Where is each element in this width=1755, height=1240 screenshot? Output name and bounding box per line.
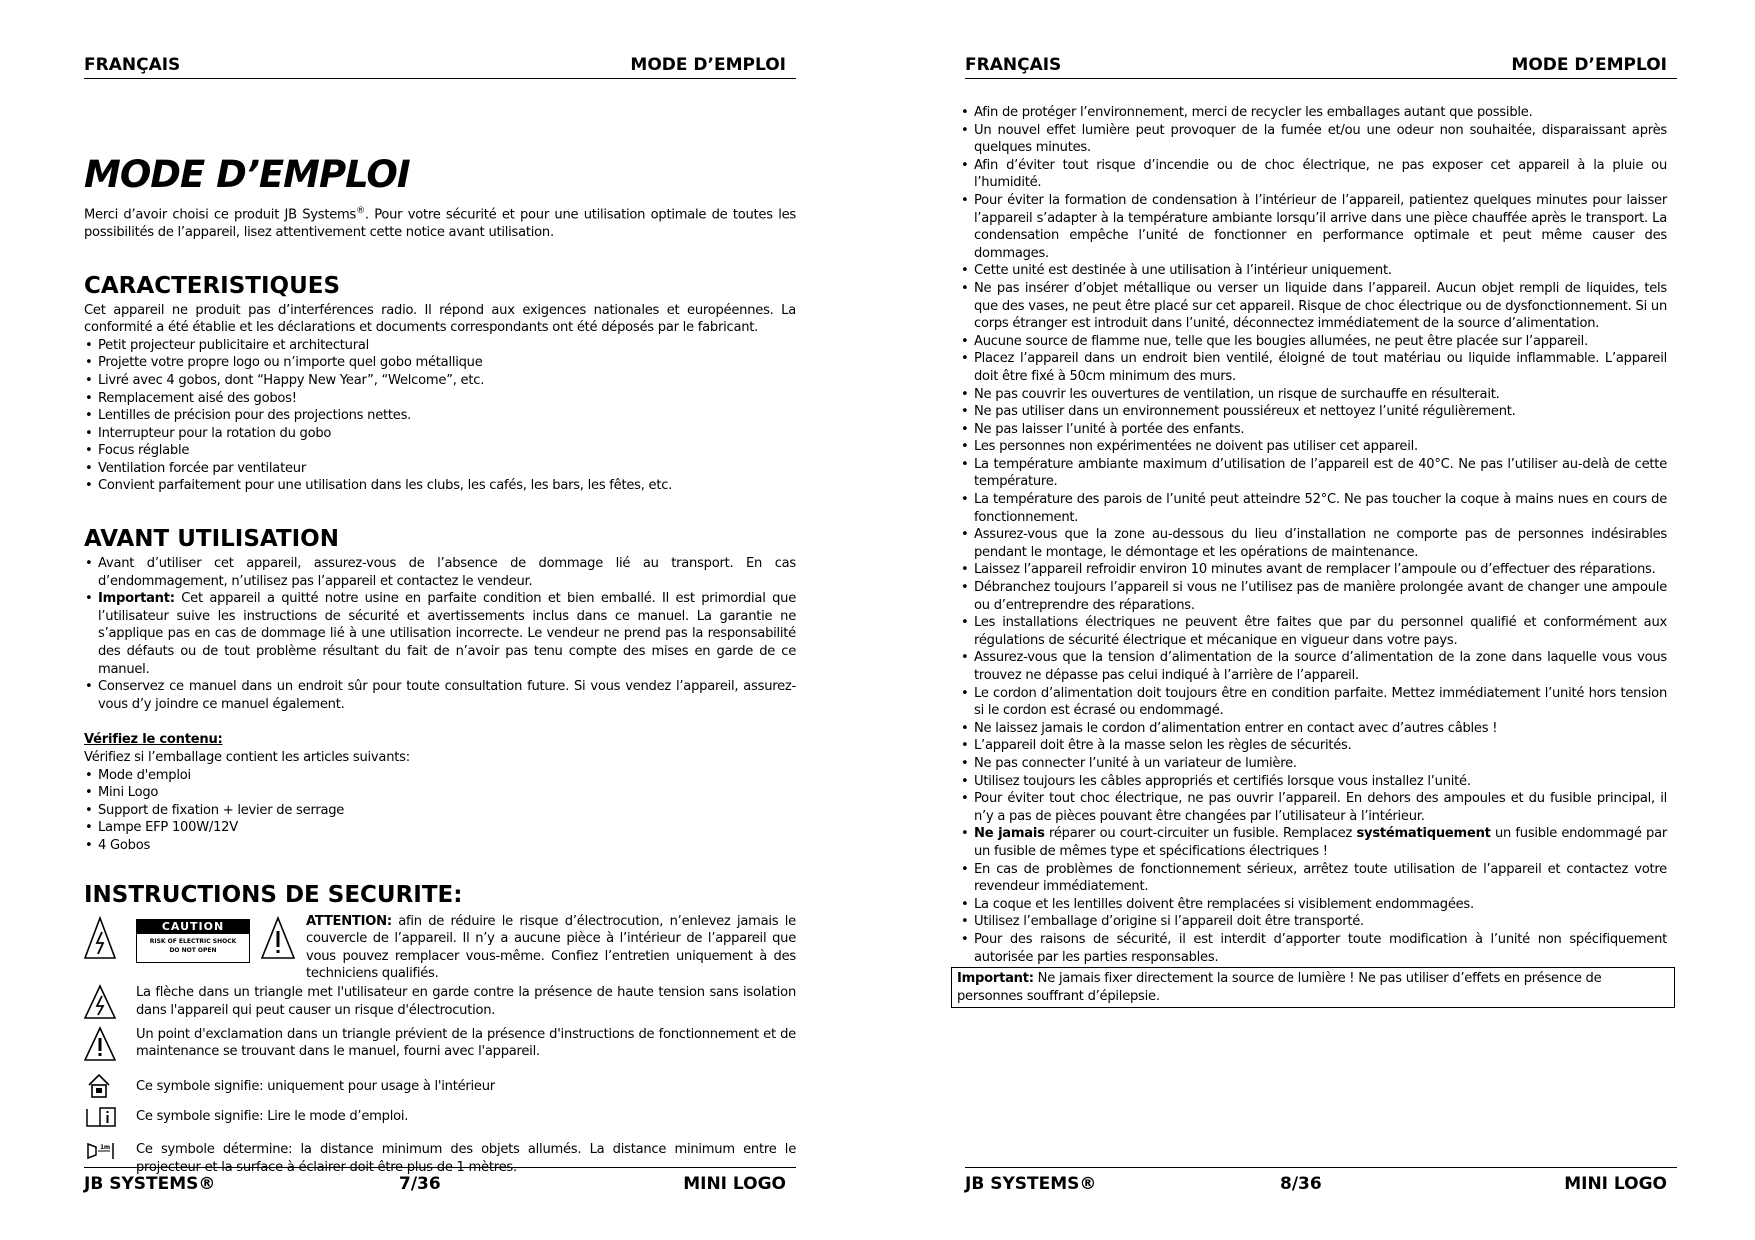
page-title: MODE D’EMPLOI [84,153,410,196]
list-item: • Débranchez toujours l’appareil si vous ne l’utilisez pas de manière prolongée avant de changer une ampoule ou d’entreprendre des réparations. [960,579,1667,614]
important-text: Cet appareil a quitté notre usine en parfaite condition et bien emballé. Il est primordial que l’utilisateur suive les instructions de sécurité et avertissements inclus dans ce manuel. La garantie ne s’applique pas en cas de dommage lié à une utilisation incorrecte. Le vendeur ne prend pas la responsabilité des défauts ou de tout problème résultant du fait de n’avoir pas tenu compte des mises en garde de ce manuel. [98,591,796,677]
list-item: • Assurez-vous que la tension d’alimentation de la source d’alimentation de la zone dans laquelle vous vous trouvez ne dépasse pas celui indiqué à l’arrière de l’appareil. [960,649,1667,684]
list-item: • 4 Gobos [84,837,796,855]
list-item: • Afin de protéger l’environnement, merci de recycler les emballages autant que possible. [960,104,1667,122]
important-notice-box [951,967,1675,1008]
verifiez-heading: Vérifiez le contenu: [84,732,223,748]
lightning-triangle-icon [84,984,116,1020]
symbol-icon-cell [84,1073,136,1105]
list-item: • Lentilles de précision pour des projections nettes. [84,407,796,425]
list-item: • Projette votre propre logo ou n’importe quel gobo métallique [84,354,796,372]
lightning-triangle-icon [84,916,116,960]
indoor-use-icon [84,1073,114,1099]
intro-paragraph [84,203,796,242]
list-item: • Mini Logo [84,784,796,802]
list-item: • Placez l’appareil dans un endroit bien ventilé, éloigné de tout matériau ou liquide inflammable. L’appareil doit être fixé à 50cm minimum des murs. [960,350,1667,385]
attention-paragraph [306,913,796,983]
caution-box [136,919,250,963]
list-item: • Ne pas insérer d’objet métallique ou verser un liquide dans l’appareil. Aucun objet rempli de liquides, tels que des vases, ne peut être placé sur cet appareil. Risque de choc électrique ou de dysfonctionnement. Si un corps étranger est introduit dans l’unité, déconnectez immédiatement de la source d’alimentation. [960,280,1667,333]
features-list [84,337,796,495]
right-page-body [957,104,1667,1008]
footer-product: MINI LOGO [683,1174,786,1194]
list-item: • Cette unité est destinée à une utilisation à l’intérieur uniquement. [960,262,1667,280]
safety-list [960,104,1667,966]
list-item: • Les personnes non expérimentées ne doivent pas utiliser cet appareil. [960,438,1667,456]
fuse-text-d: un fusible endommagé par un fusible de mêmes type et spécifications électriques ! [974,826,1667,859]
list-item: • Ventilation forcée par ventilateur [84,460,796,478]
symbol-icon-cell [84,1141,136,1167]
symbol-icon-cell [84,1026,136,1068]
caution-sub-2: DO NOT OPEN [169,946,217,954]
distance-label: 1m [100,1144,110,1152]
list-item: • Un nouvel effet lumière peut provoquer de la fumée et/ou une odeur non souhaitée, disparaissant après quelques minutes. [960,122,1667,157]
list-item: • Convient parfaitement pour une utilisation dans les clubs, les cafés, les bars, les fêtes, etc. [84,477,796,495]
header-title: MODE D’EMPLOI [630,55,786,75]
symbol-indoor-row [84,1073,796,1105]
list-item: • Remplacement aisé des gobos! [84,390,796,408]
manual-book-icon [84,1105,118,1129]
symbol-distance-text: Ce symbole détermine: la distance minimum des objets allumés. La distance minimum entre le projecteur et la surface à éclairer doit être plus de 1 mètres. [136,1142,796,1175]
list-item: • Utilisez l’emballage d’origine si l’appareil doit être transporté. [960,913,1667,931]
footer-product: MINI LOGO [1564,1174,1667,1194]
attention-block [84,913,796,983]
attention-text: afin de réduire le risque d’électrocution, n’enlevez jamais le couvercle de l’appareil. Il n’y a aucune pièce à l’intérieur de l’appareil que vous pouvez remplacer vous-même. Confiez l’entretien uniquement à des techniciens qualifiés. [306,913,796,982]
list-item: • Petit projecteur publicitaire et architectural [84,337,796,355]
list-item: • Livré avec 4 gobos, dont “Happy New Year”, “Welcome”, etc. [84,372,796,390]
symbol-exclamation-row [84,1026,796,1068]
footer-brand: JB SYSTEMS® [84,1174,216,1194]
list-item: • Utilisez toujours les câbles appropriés et certifiés lorsque vous installez l’unité. [960,773,1667,791]
page-footer [965,1167,1677,1198]
list-item: • Focus réglable [84,442,796,460]
list-item: • Laissez l’appareil refroidir environ 10 minutes avant de remplacer l’ampoule ou d’effectuer des réparations. [960,561,1667,579]
list-item: • La température ambiante maximum d’utilisation de l’appareil est de 40°C. Ne pas l’utiliser au-delà de cette température. [960,456,1667,491]
symbol-icon-cell [84,984,136,1026]
exclamation-triangle-icon [260,916,296,960]
list-item: • Avant d’utiliser cet appareil, assurez-vous de l’absence de dommage lié au transport. En cas d’endommagement, n’utilisez pas l’appareil et contactez le vendeur. [84,555,796,590]
list-item: • Ne pas couvrir les ouvertures de ventilation, un risque de surchauffe en résulterait. [960,386,1667,404]
list-item: • Afin d’éviter tout risque d’incendie ou de choc électrique, ne pas exposer cet appareil à la pluie ou l’humidité. [960,157,1667,192]
fuse-text-b: réparer ou court-circuiter un fusible. Remplacez [1044,826,1357,842]
right-page [957,0,1677,1240]
list-item: • Ne pas laisser l’unité à portée des enfants. [960,421,1667,439]
verifiez-text: Vérifiez si l’emballage contient les articles suivants: [84,750,410,766]
list-item: • Ne pas connecter l’unité à un variateur de lumière. [960,755,1667,773]
symbol-lightning-text: La flèche dans un triangle met l'utilisateur en garde contre la présence de haute tension sans isolation dans l'appareil qui peut causer un risque d'électrocution. [136,984,796,1018]
contents-list [84,767,796,855]
caution-text: CAUTION [137,920,249,934]
list-item [960,825,1667,860]
fuse-bold-a: Ne jamais [974,826,1045,842]
left-page [84,0,796,1240]
header-language: FRANÇAIS [965,55,1062,75]
list-item: • Pour éviter tout choc électrique, ne pas ouvrir l’appareil. En dehors des ampoules et du fusible principal, il n’y a pas de pièces pouvant être changées par l’utilisateur à l’intérieur. [960,790,1667,825]
list-item: • La coque et les lentilles doivent être remplacées si visiblement endommagées. [960,896,1667,914]
list-item: • Interrupteur pour la rotation du gobo [84,425,796,443]
intro-text-b: . Pour votre sécurité et pour une utilisation optimale de toutes les possibilités de l’appareil, lisez attentivement cette notice avant utilisation. [84,207,796,240]
header-title: MODE D’EMPLOI [1511,55,1667,75]
important-label: Important: [957,971,1034,987]
list-item: • Ne laissez jamais le cordon d’alimentation entrer en contact avec d’autres câbles ! [960,720,1667,738]
list-item: • Lampe EFP 100W/12V [84,819,796,837]
list-item: • Le cordon d’alimentation doit toujours être en condition parfaite. Mettez immédiatement l’unité hors tension si le cordon est écrasé ou endommagé. [960,685,1667,720]
registered-mark: ® [356,206,365,216]
symbol-manual-text: Ce symbole signifie: Lire le mode d’emploi. [136,1108,409,1124]
symbol-icon-cell [84,1105,136,1135]
list-item: • Pour des raisons de sécurité, il est interdit d’apporter toute modification à l’unité non spécifiquement autorisée par les parties responsables. [960,931,1667,966]
list-item: • La température des parois de l’unité peut atteindre 52°C. Ne pas toucher la coque à mains nues en cours de fonctionnement. [960,491,1667,526]
header-language: FRANÇAIS [84,55,181,75]
list-item: • Aucune source de flamme nue, telle que les bougies allumées, ne peut être placée sur l’appareil. [960,333,1667,351]
intro-text-a: Merci d’avoir choisi ce produit JB Systems [84,207,357,223]
avant-list [84,555,796,713]
list-item: • Mode d'emploi [84,767,796,785]
caution-label-group [84,913,306,969]
important-text: Ne jamais fixer directement la source de lumière ! Ne pas utiliser d’effets en présence de personnes souffrant d’épilepsie. [957,971,1602,1004]
symbol-exclamation-text: Un point d'exclamation dans un triangle prévient de la présence d'instructions de fonctionnement et de maintenance se trouvant dans le manuel, fourni avec l'appareil. [136,1026,796,1060]
page-header [965,53,1677,79]
list-item: • L’appareil doit être à la masse selon les règles de sécurités. [960,737,1667,755]
list-item: • Pour éviter la formation de condensation à l’intérieur de l’appareil, patientez quelques minutes pour laisser l’appareil s’adapter à la température ambiante lorsqu’il arrive dans une pièce chauffée après le transport. La condensation empêche l’unité de fonctionner en performance optimale et peut même causer des dommages. [960,192,1667,262]
page-footer [84,1167,796,1198]
symbol-lightning-row [84,984,796,1026]
page-header [84,53,796,79]
list-item: • Conservez ce manuel dans un endroit sûr pour toute consultation future. Si vous vendez l’appareil, assurez-vous d’y joindre ce manuel également. [84,678,796,713]
list-item: • En cas de problèmes de fonctionnement sérieux, arrêtez toute utilisation de l’appareil et contactez votre revendeur immédiatement. [960,861,1667,896]
fuse-bold-c: systématiquement [1356,826,1491,842]
footer-brand: JB SYSTEMS® [965,1174,1097,1194]
avant-utilisation-heading: AVANT UTILISATION [84,526,339,553]
footer-page-number: 7/36 [399,1174,441,1194]
list-item [84,590,796,678]
exclamation-triangle-icon [84,1026,116,1062]
symbol-indoor-text: Ce symbole signifie: uniquement pour usage à l'intérieur [136,1079,495,1095]
caracteristiques-heading: CARACTERISTIQUES [84,272,341,299]
list-item: • Les installations électriques ne peuvent être faites que par du personnel qualifié et conformément aux régulations de sécurité électrique et mécanique en vigueur dans votre pays. [960,614,1667,649]
important-label: Important: [98,591,175,607]
list-item: • Assurez-vous que la zone au-dessous du lieu d’installation ne comporte pas de personnes indésirables pendant le montage, le démontage et les opérations de maintenance. [960,526,1667,561]
list-item: • Ne pas utiliser dans un environnement poussiéreux et nettoyez l’unité régulièrement. [960,403,1667,421]
securite-heading: INSTRUCTIONS DE SECURITE: [84,881,463,908]
footer-page-number: 8/36 [1280,1174,1322,1194]
list-item: • Support de fixation + levier de serrage [84,802,796,820]
left-page-body [84,100,796,1177]
symbol-manual-row [84,1105,796,1135]
attention-label: ATTENTION: [306,913,392,929]
caracteristiques-text: Cet appareil ne produit pas d’interférences radio. Il répond aux exigences nationales et européennes. La conformité a été établie et les déclarations et documents correspondants ont été déposés par le fabricant. [84,302,796,336]
caution-sub-1: RISK OF ELECTRIC SHOCK [149,937,237,945]
